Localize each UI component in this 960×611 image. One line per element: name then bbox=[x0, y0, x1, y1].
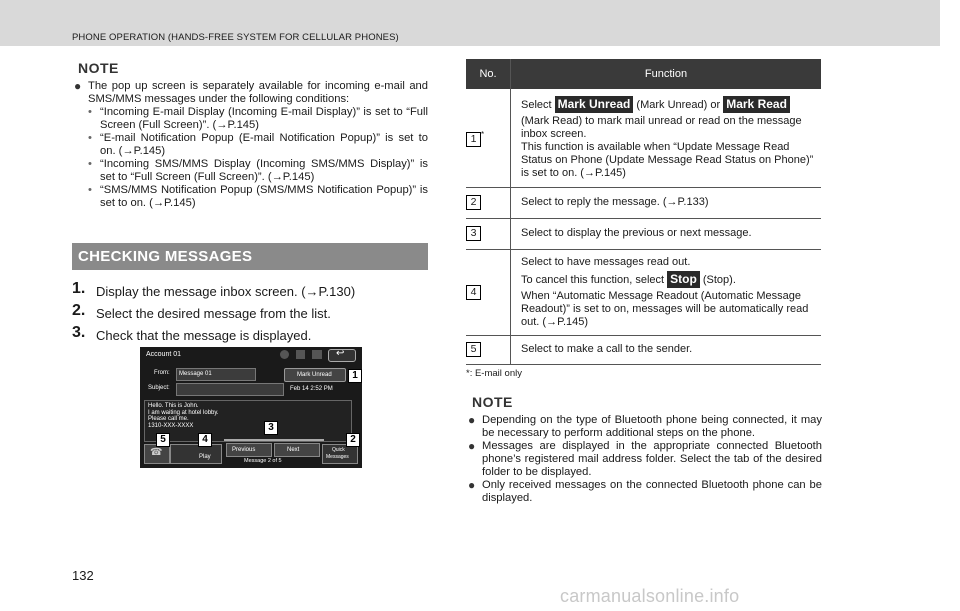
sub-bullet-icon: • bbox=[88, 132, 92, 144]
note2-bullet bbox=[466, 414, 822, 440]
row-number bbox=[466, 89, 511, 187]
note-subitem bbox=[72, 184, 428, 210]
note-subitem-text: “Incoming E-mail Display (Incoming E-mail Display)” is set to “Full Screen (Full Screen)”. (→P.145) bbox=[100, 106, 428, 131]
callout-5: 5 bbox=[156, 433, 170, 447]
sub-bullet-icon: • bbox=[88, 184, 92, 196]
screen-previous-label: Previous bbox=[232, 447, 256, 453]
row-function bbox=[511, 249, 822, 335]
screen-quick-label: Quick bbox=[332, 447, 345, 453]
screen-date: Feb 14 2:52 PM bbox=[290, 386, 333, 392]
note-bullet-text: The pop up screen is separately available for incoming e-mail and SMS/MMS messages under the following conditions: bbox=[88, 80, 428, 105]
row-line: To cancel this function, select bbox=[521, 273, 665, 286]
row-number bbox=[466, 218, 511, 249]
step-number: 2. bbox=[72, 302, 86, 319]
mark-unread-button[interactable]: Mark Unread bbox=[555, 96, 634, 113]
table-header-row bbox=[466, 59, 821, 89]
screen-account: Account 01 bbox=[146, 351, 182, 358]
screen-nav-bracket bbox=[224, 439, 324, 441]
function-table bbox=[466, 59, 821, 365]
row-line: (Stop). bbox=[702, 273, 736, 286]
sub-bullet-icon: • bbox=[88, 106, 92, 118]
step-text: Display the message inbox screen. (→P.130) bbox=[96, 284, 356, 299]
note-subitem bbox=[72, 158, 428, 184]
note-subitem-text: “SMS/MMS Notification Popup (SMS/MMS Notification Popup)” is set to on. (→P.145) bbox=[100, 184, 428, 209]
header-title: PHONE OPERATION (HANDS-FREE SYSTEM FOR CELLULAR PHONES) bbox=[72, 32, 399, 43]
screen-from-label: From: bbox=[154, 370, 170, 376]
body-line: Hello. This is John. bbox=[148, 403, 199, 409]
page-header bbox=[0, 0, 940, 46]
row-number bbox=[466, 187, 511, 218]
section-heading bbox=[72, 243, 428, 270]
row-function: Select to display the previous or next message. bbox=[511, 218, 822, 249]
screen-quick-messages-button[interactable] bbox=[322, 444, 358, 464]
step-item bbox=[72, 326, 428, 348]
screen-next-button[interactable] bbox=[274, 443, 320, 457]
note-subitem bbox=[72, 106, 428, 132]
step-text: Select the desired message from the list. bbox=[96, 306, 331, 321]
callout-3: 3 bbox=[264, 421, 278, 435]
step-number: 3. bbox=[72, 324, 86, 341]
screen-page-indicator: Message 2 of 5 bbox=[244, 458, 282, 464]
row-number-box: 4 bbox=[466, 285, 481, 300]
row-line: When “Automatic Message Readout (Automatic Message Readout)” is set to on, messages will be automatically read out. (→P.145) bbox=[521, 289, 809, 328]
callout-4: 4 bbox=[198, 433, 212, 447]
row-function-text: (Mark Read) to mark mail unread or read on the message inbox screen. bbox=[521, 114, 802, 140]
screen-next-label: Next bbox=[287, 447, 300, 453]
page-number: 132 bbox=[72, 568, 94, 583]
row-number-box: 3 bbox=[466, 226, 481, 241]
body-line: I am waiting at hotel lobby. bbox=[148, 409, 219, 416]
note-subitem-text: “Incoming SMS/MMS Display (Incoming SMS/MMS Display)” is set to “Full Screen (Full Screen)”. (→P.145) bbox=[100, 158, 428, 183]
screen-body-text bbox=[148, 403, 219, 429]
table-footnote: *: E-mail only bbox=[466, 368, 522, 379]
note2-title: NOTE bbox=[472, 394, 513, 410]
row-number-box: 1 bbox=[466, 132, 481, 147]
screen-play-button[interactable] bbox=[170, 444, 222, 464]
note-block bbox=[72, 60, 428, 210]
screen-from-field bbox=[176, 368, 256, 381]
body-line: Please call me. bbox=[148, 416, 189, 422]
mark-read-button[interactable]: Mark Read bbox=[723, 96, 790, 113]
row-function bbox=[511, 89, 822, 187]
row-function-extra: This function is available when “Update Message Read Status on Phone (Update Message Read Status on Phone)” is set to on. (→P.145) bbox=[521, 140, 814, 179]
screen-play-label: Play bbox=[199, 454, 211, 460]
note2-bullet bbox=[466, 440, 822, 479]
screen-previous-button[interactable] bbox=[226, 443, 272, 457]
body-line: 1310-XXX-XXXX bbox=[148, 422, 194, 429]
screen-mark-unread-button[interactable] bbox=[284, 368, 346, 382]
screen-from-value: Message 01 bbox=[179, 371, 212, 377]
step-list bbox=[72, 282, 428, 348]
col-function-header: Function bbox=[511, 59, 822, 89]
col-no-header: No. bbox=[466, 59, 511, 89]
handset-icon: ☎ bbox=[150, 447, 163, 458]
table-row bbox=[466, 187, 821, 218]
note2-bullet-text: Only received messages on the connected Bluetooth phone can be displayed. bbox=[482, 479, 822, 504]
mark-text: (Mark Unread) or bbox=[636, 98, 721, 111]
note-block-2 bbox=[466, 394, 822, 505]
note-title: NOTE bbox=[78, 60, 119, 76]
step-number: 1. bbox=[72, 280, 86, 297]
message-screen-illustration bbox=[140, 347, 362, 468]
table-row bbox=[466, 249, 821, 335]
stop-button[interactable]: Stop bbox=[667, 271, 700, 288]
note-subitem-text: “E-mail Notification Popup (E-mail Notification Popup)” is set to on. (→P.145) bbox=[100, 132, 428, 157]
screen-subject-label: Subject: bbox=[148, 385, 170, 391]
row-line: Select to have messages read out. bbox=[521, 255, 691, 268]
row-asterisk: * bbox=[481, 130, 485, 140]
screen-call-button[interactable] bbox=[144, 444, 170, 464]
sub-bullet-icon: • bbox=[88, 158, 92, 170]
bluetooth-icon bbox=[280, 350, 289, 359]
note2-bullet-text: Depending on the type of Bluetooth phone being connected, it may be necessary to perform additional steps on the phone. bbox=[482, 414, 822, 439]
row-number bbox=[466, 335, 511, 364]
step-text: Check that the message is displayed. bbox=[96, 328, 312, 343]
row-function: Select to make a call to the sender. bbox=[511, 335, 822, 364]
note-subitem bbox=[72, 132, 428, 158]
note2-bullet bbox=[466, 479, 822, 505]
callout-1: 1 bbox=[348, 369, 362, 383]
callout-2: 2 bbox=[346, 433, 360, 447]
phone-icon bbox=[296, 350, 305, 359]
row-number bbox=[466, 249, 511, 335]
screen-messages-label: Messages bbox=[326, 454, 349, 460]
row-function: Select to reply the message. (→P.133) bbox=[511, 187, 822, 218]
watermark: carmanualsonline.info bbox=[560, 586, 740, 606]
table-row bbox=[466, 335, 821, 364]
section-title: CHECKING MESSAGES bbox=[78, 248, 253, 265]
bullet-dot-icon: ● bbox=[468, 413, 476, 427]
back-button[interactable] bbox=[328, 349, 356, 362]
note-bullet bbox=[72, 80, 428, 106]
step-item bbox=[72, 282, 428, 304]
screen-mark-unread-label: Mark Unread bbox=[297, 372, 332, 378]
row-number-box: 5 bbox=[466, 342, 481, 357]
table-row bbox=[466, 89, 821, 187]
bullet-dot-icon: ● bbox=[74, 79, 82, 93]
select-text: Select bbox=[521, 98, 552, 111]
step-item bbox=[72, 304, 428, 326]
screen-message-body bbox=[144, 400, 352, 442]
bullet-dot-icon: ● bbox=[468, 439, 476, 453]
table-row bbox=[466, 218, 821, 249]
screen-subject-field bbox=[176, 383, 284, 396]
back-arrow-icon: ↩ bbox=[336, 348, 345, 359]
bullet-dot-icon: ● bbox=[468, 478, 476, 492]
note2-bullet-text: Messages are displayed in the appropriate connected Bluetooth phone’s registered mail address folder. Select the tab of the desired folder to be displayed. bbox=[482, 440, 822, 478]
row-number-box: 2 bbox=[466, 195, 481, 210]
signal-icon bbox=[312, 350, 322, 359]
